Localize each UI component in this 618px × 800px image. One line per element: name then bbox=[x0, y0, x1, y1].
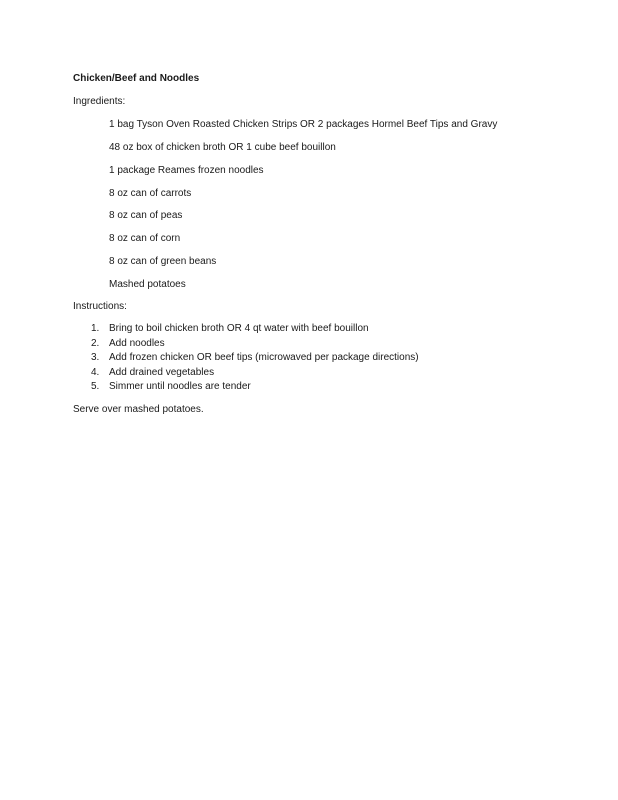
ingredient-item: 8 oz can of carrots bbox=[109, 188, 192, 199]
instructions-heading: Instructions: bbox=[73, 301, 127, 312]
step-number: 4. bbox=[91, 367, 100, 378]
ingredient-item: 48 oz box of chicken broth OR 1 cube beef bouillon bbox=[109, 142, 336, 153]
step-number: 1. bbox=[91, 323, 100, 334]
ingredient-item: Mashed potatoes bbox=[109, 279, 186, 290]
instruction-step bbox=[91, 352, 419, 363]
step-text: Add noodles bbox=[109, 338, 165, 349]
instruction-step bbox=[91, 323, 369, 334]
ingredient-item: 8 oz can of peas bbox=[109, 210, 183, 221]
ingredients-heading: Ingredients: bbox=[73, 96, 126, 107]
step-text: Add drained vegetables bbox=[109, 367, 215, 378]
step-text: Simmer until noodles are tender bbox=[109, 381, 251, 392]
step-number: 3. bbox=[91, 352, 100, 363]
instruction-step bbox=[91, 381, 251, 392]
recipe-title: Chicken/Beef and Noodles bbox=[73, 73, 200, 84]
serving-note: Serve over mashed potatoes. bbox=[73, 404, 204, 415]
step-number: 2. bbox=[91, 338, 100, 349]
instruction-step bbox=[91, 338, 165, 349]
ingredient-item: 1 bag Tyson Oven Roasted Chicken Strips OR 2 packages Hormel Beef Tips and Gravy bbox=[109, 119, 498, 130]
ingredient-item: 8 oz can of green beans bbox=[109, 256, 217, 267]
step-number: 5. bbox=[91, 381, 100, 392]
instruction-step bbox=[91, 367, 214, 378]
step-text: Bring to boil chicken broth OR 4 qt water with beef bouillon bbox=[109, 323, 369, 334]
step-text: Add frozen chicken OR beef tips (microwaved per package directions) bbox=[109, 352, 419, 363]
ingredient-item: 8 oz can of corn bbox=[109, 233, 181, 244]
ingredient-item: 1 package Reames frozen noodles bbox=[109, 165, 264, 176]
